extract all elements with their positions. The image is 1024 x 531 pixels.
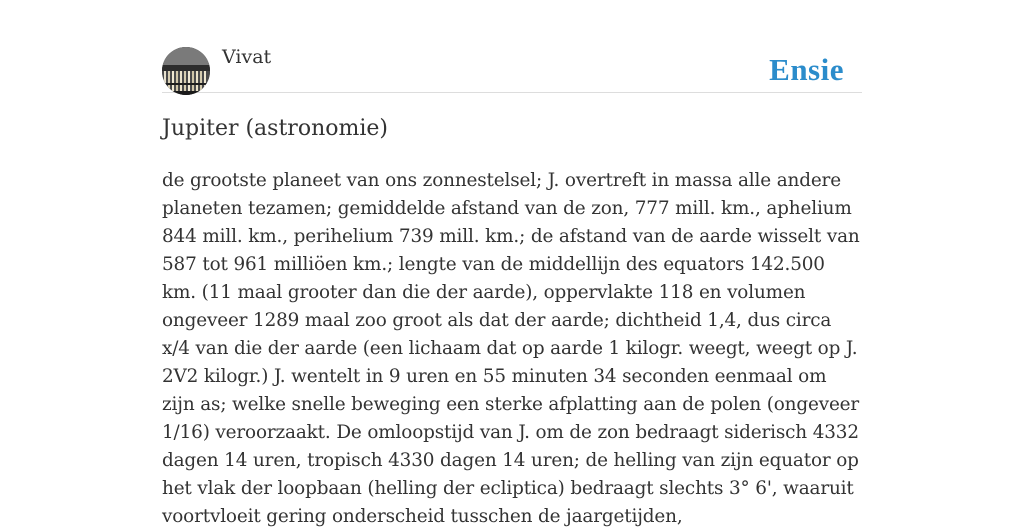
- brand-logo[interactable]: Ensie: [769, 52, 844, 87]
- author-avatar[interactable]: [162, 47, 210, 95]
- article-page: [162, 0, 862, 527]
- article-title: Jupiter (astronomie): [162, 116, 388, 141]
- article-body: de grootste planeet van ons zonnestelsel; J. overtreft in massa alle andere planeten tezamen; gemiddelde afstand van de zon, 777 mill. km., aphelium 844 mill. km., perihelium 739 mill. km.; de afstand van de aarde wisselt van 587 tot 961 milliöen km.; lengte van de middellijn des equators 142.500 km. (11 maal grooter dan die der aarde), oppervlakte 118 en volumen ongeveer 1289 maal zoo groot als dat der aarde; dichtheid 1,4, dus circa x/4 van die der aarde (een lichaam dat op aarde 1 kilogr. weegt, weegt op J. 2V2 kilogr.) J. wentelt in 9 uren en 55 minuten 34 seconden eenmaal om zijn as; welke snelle beweging een sterke afplatting aan de polen (ongeveer 1/16) veroorzaakt. De omloopstijd van J. om de zon bedraagt siderisch 4332 dagen 14 uren, tropisch 4330 dagen 14 uren; de helling van zijn equator op het vlak der loopbaan (helling der ecliptica) bedraagt slechts 3° 6', waaruit voortvloeit gering onderscheid tusschen de jaargetijden,: [162, 170, 860, 527]
- avatar-image-icon: [162, 47, 210, 95]
- author-name[interactable]: Vivat: [222, 46, 272, 68]
- article-header: [162, 0, 862, 93]
